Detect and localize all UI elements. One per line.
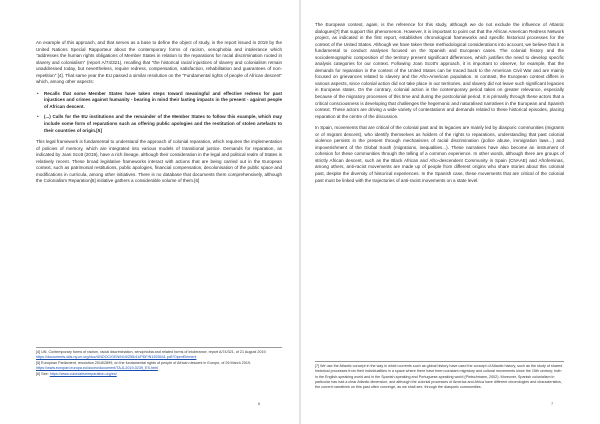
left-page-body bbox=[36, 40, 282, 190]
footnote-4-link[interactable]: https://documents-dds-ny.un.org/doc/UNDOC/GEN/N19/255/41/PDF/N1925541.pdf?OpenElement bbox=[36, 355, 197, 360]
footnote-5-link[interactable]: https://www.europarl.europa.eu/doceo/document/TA-8-2019-0239_ES.html bbox=[36, 366, 158, 371]
footnote-6-text: [6] See: bbox=[36, 372, 50, 377]
page-number-right: 7 bbox=[551, 401, 554, 406]
bullet-item-recalls: • Recalls that some Member States have taken steps toward meaningful and effective redress for past injustices and crimes against humanity - bearing in mind their lasting impacts in the present - against people of African descent. bbox=[36, 91, 282, 111]
footnote-5-text: [5] European Parliament, resolution 2018/2899, on the fundamental rights of people of African descent in Europe, of 26 March 2019. bbox=[36, 361, 252, 366]
footnote-divider bbox=[36, 347, 282, 348]
left-footnotes bbox=[36, 350, 282, 378]
footnote-4-text: [4] UN. Contemporary forms of racism, racial discrimination, xenophobia and related forms of intolerance, report A/74/321, of 21 August 2019. bbox=[36, 350, 267, 354]
footnote-6-link[interactable]: https://www.colonialismreparation.org/es/ bbox=[49, 372, 117, 377]
spain-movements-paragraph: In Spain, movements that are critical of the colonial past and its legacies are mainly led by diasporic communities (migrants or of migrant descent), who identify themselves as holders of the rights to reparations, understanding that past colonial violence persists in the present through mechanisms of racial discrimination (police abuse, immigration laws...) and impoverishment of the Global South (migrations, inequalities...). These narratives have also become an instrument of cohesion for these communities through the telling of a common experience. In other words, although there are groups of strictly African descent, such as the Black African and Afro-descendent Community in Spain (CNAAE) and Afrofeminas, among others, anti-racist movements are made up of people from different origins who share stories about this colonial past, despite the diversity of historical experiences. In the Spanish case, these movements that are critical of the colonial past must be linked with the trajectories of anti-racist movements on a state level. bbox=[315, 125, 564, 183]
footnote-4 bbox=[36, 350, 282, 361]
footnote-divider-right bbox=[315, 361, 564, 362]
right-page bbox=[301, 0, 600, 424]
european-context-paragraph: The European context, again, is the reference for this study, although we do not exclude the influence of Atlantic dialogues[7] that support this phenomenon. However, it is important to point out that the African American Redress Network project, as indicated in the first report, establishes chronological frameworks and specific historical processes for the context of the United States. Although we have taken these methodological considerations into account, we believe that it is fundamental to conduct analyses focused on the Spanish and European cases. The colonial history and the sociodemographic composition of the territory present significant differences, which justifies the need to develop specific analysis categories for our context. Following Joan Scott's approach, it is important to observe, for example, that the demands for reparation in the context of the United States can be traced back to the American Civil War and are mainly focused on grievances related to slavery and the Afro-American population. In contrast, the European context differs in various aspects, since colonial action did not take place in our territories, and slavery did not leave such significant legacies in European states. On the contrary, colonial action in the contemporary period takes on greater relevance, especially because of the migratory processes of this time and during the postcolonial period. It is primarily through these actors that a critical consciousness is developing that challenges the hegemonic and naturalised narratives in the European and Spanish context. These actors are driving a wide variety of contestations and demands related to these historical episodes, placing reparation at the centre of the discussion. bbox=[315, 22, 564, 119]
resolution-bullet-list bbox=[36, 91, 282, 134]
left-page bbox=[0, 0, 299, 424]
legal-framework-paragraph: This legal framework is fundamental to understand the approach of colonial reparation, which requires the implementation of policies of memory, which are integrated into various models of transitional justice. Demands for reparation, as indicated by Joan Scott (2019), have a rich lineage, although their consideration in the legal and political realm of States is relatively recent. These broad legislative frameworks interact with actions that are being carried out in the European context, such as patrimonial restitutions, public apologies, financial compensation, decolonisation of the public space and modifications in curricula, among other initiatives. There is no database that documents them comprehensively, although the Colonialism Reparation[6] initiative gathers a considerable volume of them.[6] bbox=[36, 139, 282, 184]
right-page-body bbox=[315, 22, 564, 189]
footnote-5 bbox=[36, 361, 282, 372]
bullet-item-calls: • (...) Calls for the EU institutions and the remainder of the Member States to follow this example, which may include some form of reparations such as offering public apologies and the restitution of stolen artefacts to their countries of origin.[5] bbox=[36, 114, 282, 134]
intro-paragraph: An example of this approach, and that serves as a base to define the object of study, is the report issued in 2019 by the United Nations Special Rapporteur about the contemporary forms of racism, xenophobia and intolerance which "addresses the human rights obligations of Member States in relation to the reparations for racial discrimination rooted in slavery and colonialism" (report A/74/321), recalling that "the historical racial injustices of slavery and colonialism remain unaddressed today, but nevertheless, require redress, compensation, satisfaction, rehabilitation and guarantees of non-repetition" [4]. That same year the EU passed a similar resolution on the "Fundamental rights of people of African descent" which, among other aspects: bbox=[36, 40, 282, 85]
footnote-6 bbox=[36, 372, 282, 377]
footnote-7: [7] We use the Atlantic concept in the way in which currents such as global history have used the concept of Atlantic history, such as the study of shared historical processes from their individualities in a space where there have been constant migratory and cultural movements since the 15th century; both in the English-speaking world and in the Spanish-speaking and Portuguese-speaking world (Pietschmann, 2002). Moreover, Spanish colonialism in particular has had a clear Atlantic dimension, and although the colonial processes of America and Africa have different chronologies and characteristics, the current narratives on this past often converge, as we shall see, through the diasporic communities. bbox=[315, 364, 563, 390]
page-number-left: 6 bbox=[258, 401, 261, 406]
